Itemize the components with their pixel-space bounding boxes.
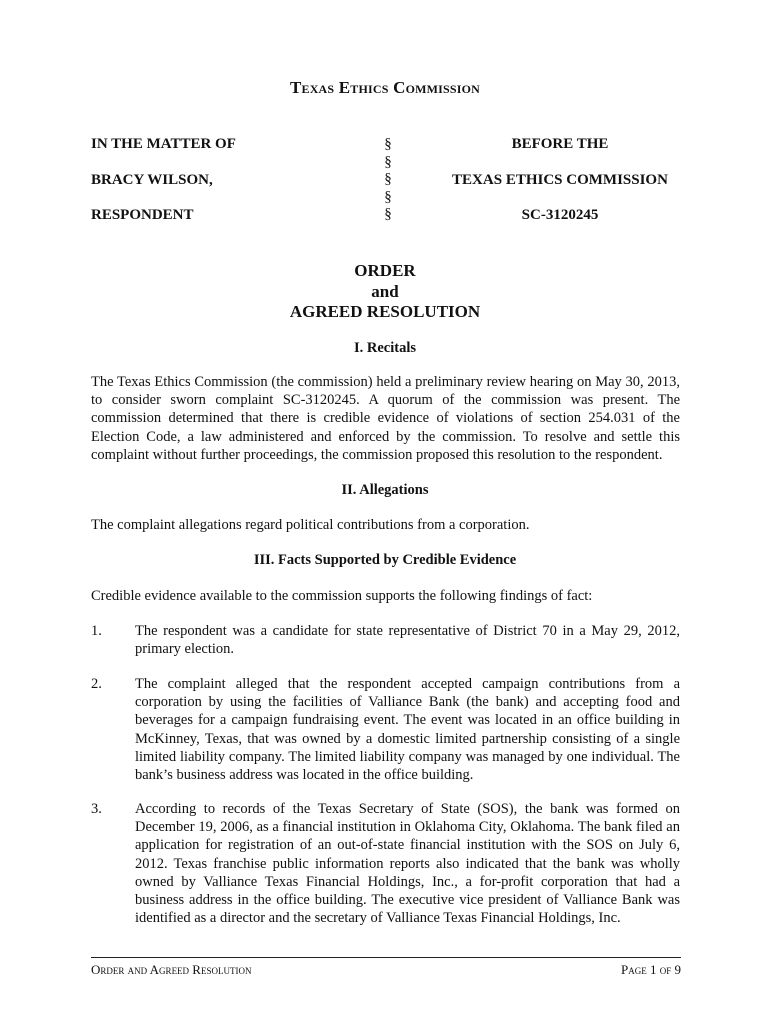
- caption-before-the: BEFORE THE: [511, 136, 609, 152]
- order-heading-line: AGREED RESOLUTION: [289, 302, 481, 321]
- allegations-paragraph: The complaint allegations regard political contributions from a corporation.: [91, 517, 530, 533]
- section-heading-facts: III. Facts Supported by Credible Evidence: [253, 552, 517, 568]
- fact-text: According to records of the Texas Secretary of State (SOS), the bank was formed on December 19, 2006, as a financial institution in Oklahoma City, Oklahoma. The bank filed an application for registration of an out-of-state financial institution with the SOS on July 6, 2012. Texas franchise public information reports also indicated that the bank was wholly owned by Valliance Texas Financial Holdings, Inc., a for-profit corporation that had a business address in the office building. The executive vice president of Valliance Bank was identified as a director and the secretary of Valliance Texas Financial Holdings, Inc.: [135, 801, 680, 927]
- order-heading-line: and: [371, 281, 399, 301]
- page-number: [621, 962, 681, 978]
- fact-number: 1.: [91, 623, 102, 639]
- footer-document-title: [91, 962, 251, 978]
- caption-section-marks: [378, 136, 398, 224]
- section-mark: §: [384, 153, 392, 170]
- section-mark: §: [384, 136, 392, 152]
- order-heading-line: ORDER: [354, 261, 416, 280]
- caption-respondent-label: RESPONDENT: [91, 207, 194, 223]
- page-title: [0, 78, 770, 98]
- order-heading: [0, 261, 770, 323]
- footer-left-text: Order and Agreed Resolution: [91, 962, 252, 977]
- footer-divider: [91, 957, 681, 958]
- section-mark: §: [384, 171, 392, 187]
- section-mark: §: [384, 188, 392, 205]
- caption-commission-name: TEXAS ETHICS COMMISSION: [452, 172, 668, 188]
- section-heading-allegations: II. Allegations: [341, 482, 429, 498]
- page-title-text: Texas Ethics Commission: [289, 78, 481, 97]
- caption-respondent-name: BRACY WILSON,: [91, 172, 213, 188]
- caption-complaint-number: SC-3120245: [521, 207, 599, 223]
- footer-right-text: Page 1 of 9: [621, 962, 681, 977]
- fact-text: The respondent was a candidate for state representative of District 70 in a May 29, 2012, primary election.: [135, 623, 680, 658]
- fact-number: 3.: [91, 801, 102, 817]
- facts-intro-paragraph: Credible evidence available to the commission supports the following findings of fact:: [91, 588, 593, 604]
- recitals-paragraph: The Texas Ethics Commission (the commission) held a preliminary review hearing on May 30, 2013, to consider sworn complaint SC-3120245. A quorum of the commission was present. The commission determined that there is credible evidence of violations of section 254.031 of the Election Code, a law administered and enforced by the commission. To resolve and settle this complaint without further proceedings, the commission proposed this resolution to the respondent.: [91, 374, 680, 463]
- section-heading-recitals: I. Recitals: [353, 340, 416, 356]
- section-mark: §: [384, 206, 392, 222]
- fact-text: The complaint alleged that the respondent accepted campaign contributions from a corporation by using the facilities of Valliance Bank (the bank) and accepting food and beverages for a campaign fundraising event. The event was located in an office building in McKinney, Texas, that was owned by a domestic limited partnership consisting of a single limited liability company. The limited liability company was managed by one individual. The bank’s business address was located in the office building.: [135, 676, 680, 784]
- caption-matter-label: IN THE MATTER OF: [91, 136, 236, 152]
- fact-number: 2.: [91, 676, 102, 692]
